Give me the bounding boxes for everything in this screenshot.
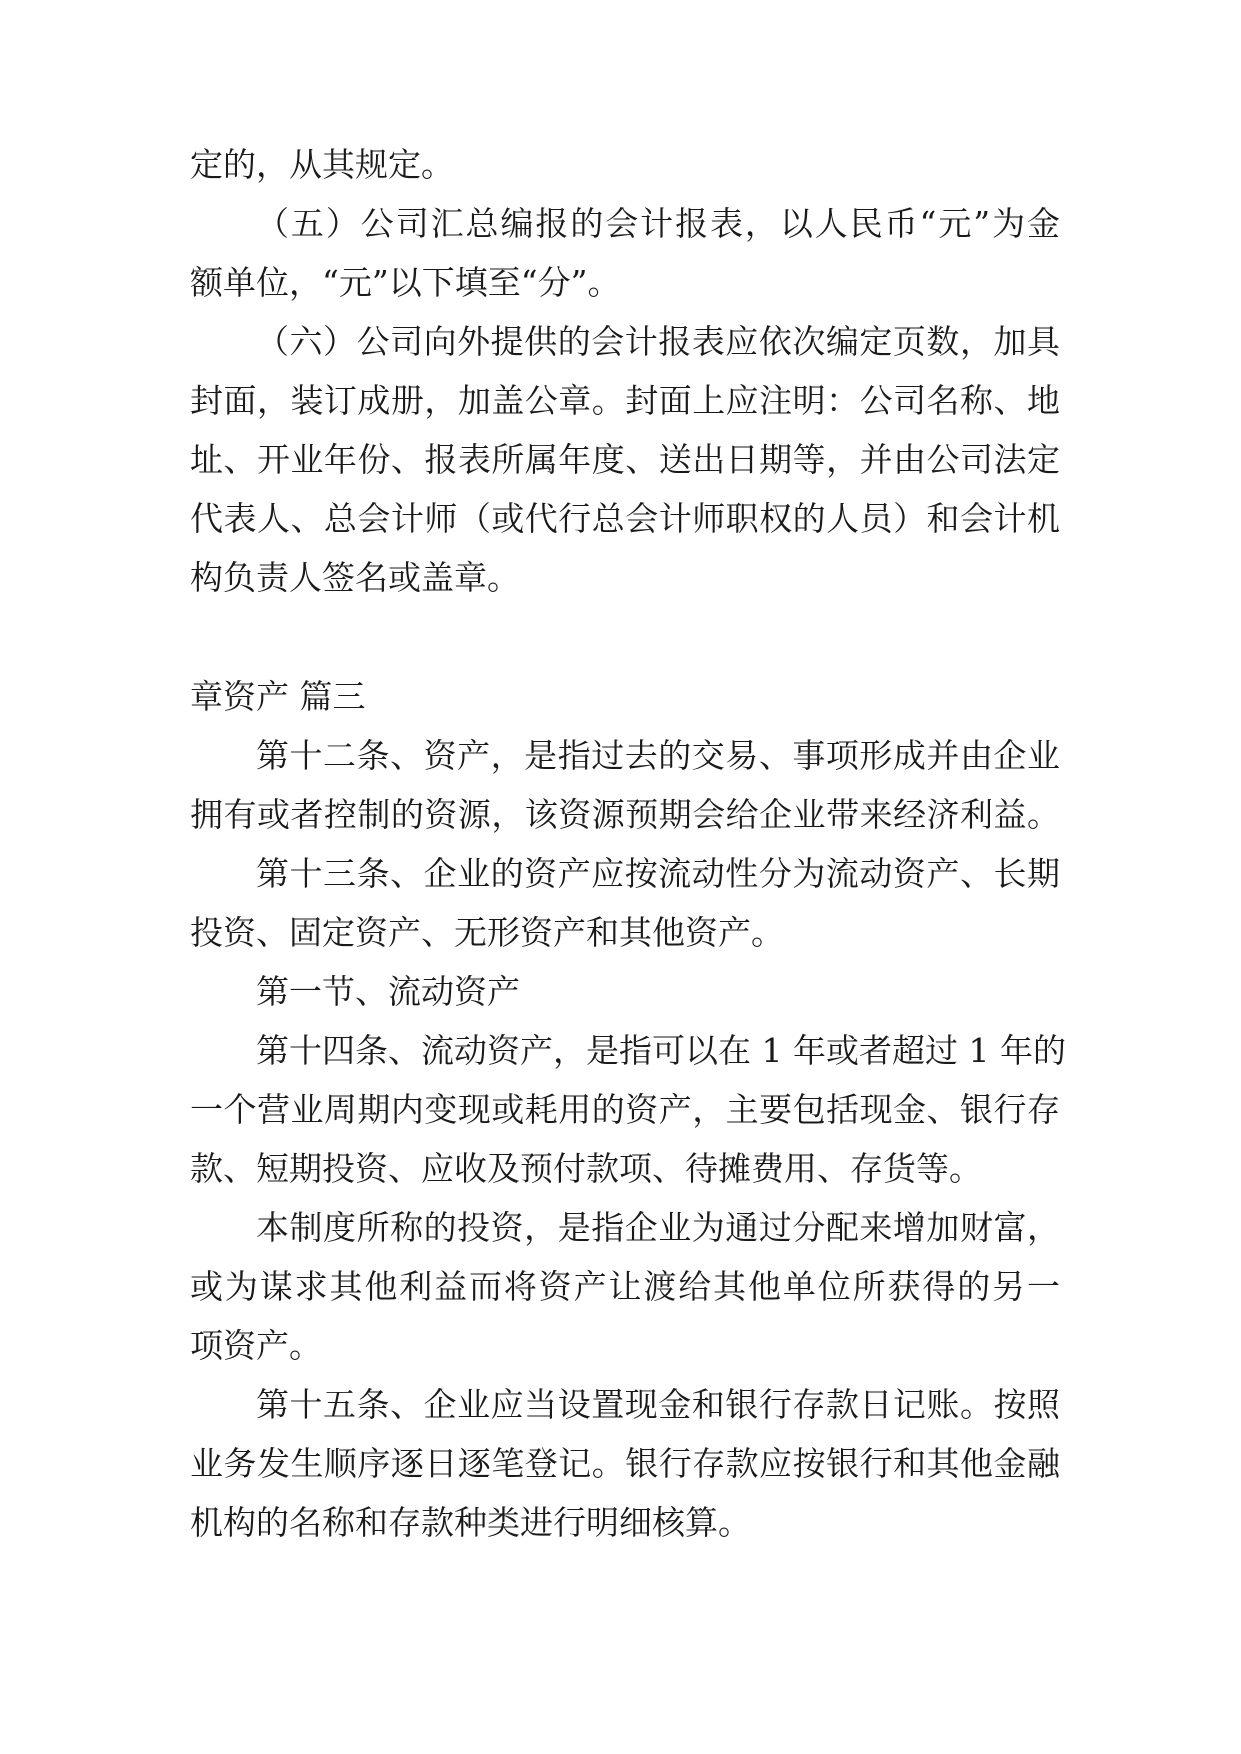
text-line: 定的，从其规定。 <box>190 145 454 184</box>
text-line: 第十四条、流动资产，是指可以在 1 年或者超过 1 年的 <box>256 1031 1066 1070</box>
text-line: 或为谋求其他利益而将资产让渡给其他单位所获得的另一 <box>190 1267 1060 1306</box>
text-line: 代表人、总会计师（或代行总会计师职权的人员）和会计机 <box>190 499 1060 538</box>
section-heading: 章资产 篇三 <box>190 677 366 716</box>
text-line: （五）公司汇总编报的会计报表，以人民币“元”为金 <box>256 204 1060 243</box>
text-line: 第十二条、资产，是指过去的交易、事项形成并由企业 <box>256 736 1060 775</box>
subsection-heading: 第一节、流动资产 <box>256 972 520 1011</box>
text-line: 机构的名称和存款种类进行明细核算。 <box>190 1503 751 1542</box>
text-line: 投资、固定资产、无形资产和其他资产。 <box>190 913 784 952</box>
text-line: 构负责人签名或盖章。 <box>190 558 520 597</box>
text-line: 本制度所称的投资，是指企业为通过分配来增加财富， <box>256 1208 1060 1247</box>
text-line: 第十三条、企业的资产应按流动性分为流动资产、长期 <box>256 854 1060 893</box>
text-line: 一个营业周期内变现或耗用的资产，主要包括现金、银行存 <box>190 1090 1060 1129</box>
text-line: 拥有或者控制的资源，该资源预期会给企业带来经济利益。 <box>190 795 1060 834</box>
text-line: 址、开业年份、报表所属年度、送出日期等，并由公司法定 <box>190 440 1060 479</box>
text-line: 封面，装订成册，加盖公章。封面上应注明：公司名称、地 <box>190 381 1060 420</box>
text-line: 项资产。 <box>190 1326 322 1365</box>
text-line: 额单位，“元”以下填至“分”。 <box>190 263 621 302</box>
text-line: 业务发生顺序逐日逐笔登记。银行存款应按银行和其他金融 <box>190 1444 1060 1483</box>
text-line: 款、短期投资、应收及预付款项、待摊费用、存货等。 <box>190 1149 982 1188</box>
text-line: （六）公司向外提供的会计报表应依次编定页数，加具 <box>256 322 1060 361</box>
text-line: 第十五条、企业应当设置现金和银行存款日记账。按照 <box>256 1385 1060 1424</box>
